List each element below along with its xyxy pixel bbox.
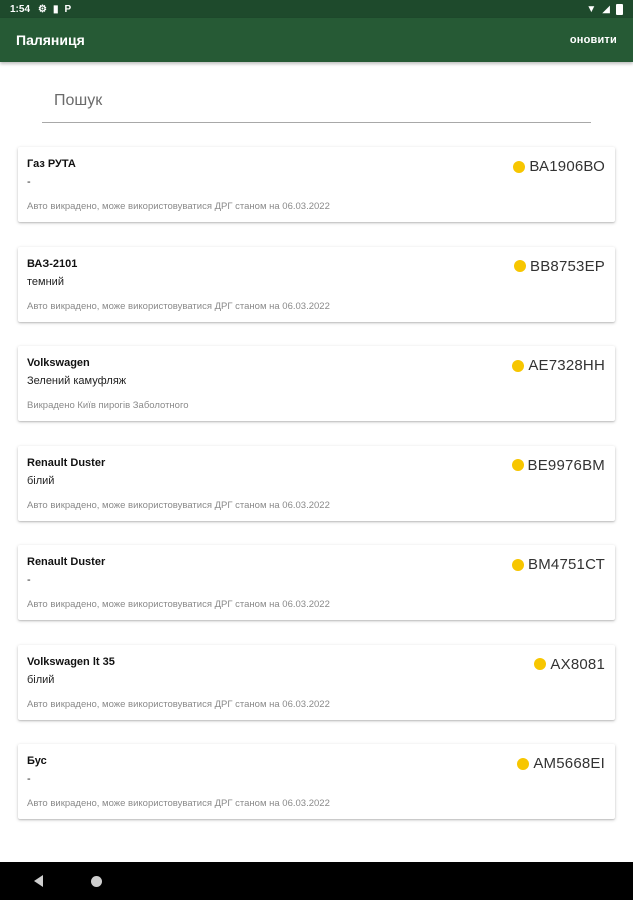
plate-badge bbox=[517, 755, 605, 772]
car-list bbox=[18, 147, 615, 844]
car-note: Авто викрадено, може використовуватися ДРГ станом на 06.03.2022 bbox=[27, 300, 330, 312]
car-note: Викрадено Київ пирогів Заболотного bbox=[27, 400, 189, 411]
car-make: Renault Duster bbox=[27, 456, 106, 469]
car-color: білий bbox=[27, 673, 55, 686]
car-note: Авто викрадено, може використовуватися ДРГ станом на 06.03.2022 bbox=[27, 798, 330, 809]
search-field bbox=[42, 80, 591, 123]
wifi-icon: ▼ bbox=[586, 3, 597, 15]
car-color: - bbox=[27, 176, 31, 188]
plate-badge bbox=[534, 656, 605, 673]
car-note: Авто викрадено, може використовуватися ДРГ станом на 06.03.2022 bbox=[27, 698, 330, 710]
car-note: Авто викрадено, може використовуватися ДРГ станом на 06.03.2022 bbox=[27, 499, 330, 511]
car-color: білий bbox=[27, 474, 55, 487]
car-card[interactable] bbox=[18, 346, 615, 421]
battery-icon bbox=[616, 4, 623, 15]
car-make: Renault Duster bbox=[27, 556, 106, 568]
license-plate: АМ5668ЕІ bbox=[533, 755, 605, 772]
status-dot-icon bbox=[512, 459, 524, 471]
status-dot-icon bbox=[514, 260, 526, 272]
parking-icon: P bbox=[64, 3, 72, 15]
car-card[interactable] bbox=[18, 645, 615, 720]
license-plate: ВЕ9976ВМ bbox=[527, 456, 605, 474]
license-plate: ВА1906ВО bbox=[529, 158, 605, 175]
app-bar bbox=[0, 18, 633, 62]
car-color: - bbox=[27, 574, 31, 586]
status-dot-icon bbox=[512, 360, 524, 372]
license-plate: АХ8081 bbox=[550, 655, 605, 673]
home-icon[interactable] bbox=[91, 876, 102, 887]
car-card[interactable] bbox=[18, 247, 615, 322]
status-dot-icon bbox=[517, 758, 529, 770]
car-make: Бус bbox=[27, 755, 47, 767]
plate-badge bbox=[512, 457, 605, 474]
search-input[interactable] bbox=[42, 80, 591, 122]
car-note: Авто викрадено, може використовуватися ДРГ станом на 06.03.2022 bbox=[27, 201, 330, 212]
app-title: Паляниця bbox=[16, 32, 85, 48]
car-note: Авто викрадено, може використовуватися ДРГ станом на 06.03.2022 bbox=[27, 599, 330, 610]
refresh-button[interactable]: оновити bbox=[569, 34, 617, 46]
status-right-icons bbox=[586, 4, 623, 15]
plate-badge bbox=[514, 258, 605, 275]
plate-badge bbox=[512, 556, 605, 573]
license-plate: ВВ8753ЕР bbox=[530, 257, 605, 275]
status-dot-icon bbox=[513, 161, 525, 173]
plate-badge bbox=[513, 158, 605, 175]
car-make: Volkswagen bbox=[27, 357, 90, 369]
status-dot-icon bbox=[512, 559, 524, 571]
car-make: Volkswagen lt 35 bbox=[27, 655, 115, 668]
car-card[interactable] bbox=[18, 545, 615, 620]
car-make: ВАЗ-2101 bbox=[27, 257, 78, 270]
status-time: 1:54 bbox=[10, 3, 31, 15]
car-color: Зелений камуфляж bbox=[27, 375, 127, 387]
car-card[interactable] bbox=[18, 147, 615, 222]
car-make: Газ РУТА bbox=[27, 158, 76, 170]
back-icon[interactable] bbox=[34, 875, 43, 887]
sim-card-icon: ▮ bbox=[52, 3, 59, 15]
gear-icon: ⚙ bbox=[38, 3, 47, 15]
navigation-bar bbox=[0, 862, 633, 900]
license-plate: АЕ7328НН bbox=[528, 357, 605, 374]
plate-badge bbox=[512, 357, 605, 374]
status-dot-icon bbox=[534, 658, 546, 670]
license-plate: ВМ4751СТ bbox=[528, 556, 605, 573]
car-color: темний bbox=[27, 275, 64, 288]
signal-icon: ◢ bbox=[602, 3, 610, 15]
status-bar bbox=[0, 0, 633, 18]
car-card[interactable] bbox=[18, 446, 615, 521]
car-color: - bbox=[27, 773, 31, 785]
car-card[interactable] bbox=[18, 744, 615, 819]
